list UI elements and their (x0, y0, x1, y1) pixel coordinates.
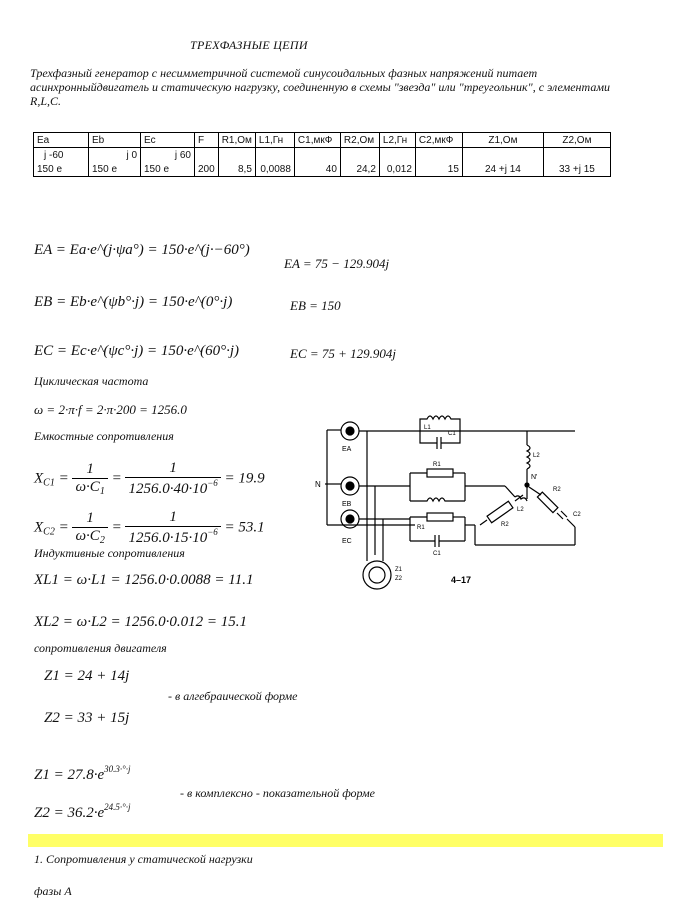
capacitor-c1c-icon (410, 535, 465, 547)
resistor-r1c-icon (427, 513, 453, 521)
z2-exp-base: Z2 = 36.2·e (34, 805, 105, 821)
table-cell: j -60 (34, 148, 89, 163)
z1-exp-base: Z1 = 27.8·e (34, 767, 105, 783)
equation-z1-exponential (34, 764, 130, 784)
label-motor-impedance: сопротивления двигателя (34, 641, 167, 655)
table-header-row (34, 133, 611, 148)
table-header: R1,Ом (218, 133, 255, 148)
table-cell: 33 +j 15 (543, 162, 610, 177)
label-r1c: R1 (417, 525, 425, 531)
table-cell: 40 (294, 162, 340, 177)
note-exponential-form: - в комплексно - показательной форме (180, 786, 375, 800)
label-l2b: L2 (517, 507, 524, 513)
table-header: L1,Гн (255, 133, 294, 148)
label-z2: Z2 (395, 576, 403, 582)
table-row (34, 148, 611, 163)
table-cell: 0,0088 (255, 162, 294, 177)
table-header: C2,мкФ (415, 133, 462, 148)
table-header: Ec (141, 133, 195, 148)
table-header: L2,Гн (379, 133, 415, 148)
resistor-r1-icon (427, 469, 453, 477)
table-cell: 150 e (89, 162, 141, 177)
note-algebraic-form: - в алгебраической форме (168, 689, 298, 703)
label-z1: Z1 (395, 567, 403, 573)
resistor-r2-icon (487, 501, 513, 522)
label-eb: EB (342, 501, 352, 508)
label-l2: L2 (533, 453, 540, 459)
parameters-table (33, 132, 611, 177)
label-l1: L1 (424, 425, 431, 431)
table-header: Z1,Ом (462, 133, 543, 148)
highlight-band (28, 834, 663, 847)
table-cell: 0,012 (379, 162, 415, 177)
label-ec: EC (342, 538, 352, 545)
xc1-result: = 19.9 (224, 470, 265, 487)
page-title: ТРЕХФАЗНЫЕ ЦЕПИ (190, 38, 308, 52)
label-cyclic-frequency: Циклическая частота (34, 374, 149, 388)
z1-exp-power: 30.3·°·j (104, 764, 131, 774)
table-cell: 200 (195, 162, 219, 177)
label-ea: EA (342, 446, 352, 453)
table-header: C1,мкФ (294, 133, 340, 148)
label-r2b: R2 (553, 487, 561, 493)
table-cell: 24,2 (340, 162, 379, 177)
label-phase-a: фазы А (34, 884, 72, 898)
table-row (34, 162, 611, 177)
table-cell: 8,5 (218, 162, 255, 177)
label-inductive: Индуктивные сопротивления (34, 546, 185, 560)
label-r2: R2 (501, 522, 509, 528)
table-cell: 150 e (141, 162, 195, 177)
xc1-denominator: 1256.0·40·10 (128, 481, 208, 497)
label-c1: C1 (448, 431, 456, 437)
table-header: Ea (34, 133, 89, 148)
intro-paragraph: Трехфазный генератор с несимметричной системой синусоидальных фазных напряжений питает асинхронныйдвигатель и статическую нагрузку, соединенную в схемы "звезда" или "треугольник", с элементами R,L,C. (30, 66, 610, 108)
table-cell: j 0 (89, 148, 141, 163)
table-header: R2,Ом (340, 133, 379, 148)
figure-id: 4–17 (451, 575, 472, 585)
label-r1: R1 (433, 462, 441, 468)
equation-ea-result: EA = 75 − 129.904j (284, 256, 390, 271)
equation-xc2: $X_{C2}$ = $\frac{1}{\omega\cdot C_2}$ = $\frac{1}{1256.0\cdot 15\cdot 10^{-6}}$ = 53.1 (34, 509, 265, 546)
xc2-denominator: 1256.0·15·10 (128, 530, 208, 546)
table-cell: 24 +j 14 (462, 162, 543, 177)
circuit-diagram (305, 405, 605, 595)
motor-icon (363, 561, 391, 589)
equation-xc1: $X_{C1}$ = $\frac{1}{\omega\cdot C_1}$ = $\frac{1}{1256.0\cdot 40\cdot 10^{-6}}$ = 19.9 (34, 460, 265, 497)
equation-z2-algebraic: Z2 = 33 + 15j (44, 710, 130, 726)
table-header: Eb (89, 133, 141, 148)
label-c1c: C1 (433, 551, 441, 557)
source-eb-icon (341, 477, 359, 495)
equation-ec: EC = Ec·e^(ψc°·j) = 150·e^(60°·j) (34, 343, 239, 359)
equation-omega: ω = 2·π·f = 2·π·200 = 1256.0 (34, 402, 187, 417)
table-cell: 15 (415, 162, 462, 177)
table-cell: 150 e (34, 162, 89, 177)
inductor-l2-icon (527, 445, 530, 469)
z2-exp-power: 24.5·°·j (104, 802, 131, 812)
table-header: F (195, 133, 219, 148)
label-c2: C2 (573, 512, 581, 518)
xc2-result: = 53.1 (224, 519, 265, 536)
label-n: N (315, 480, 321, 489)
table-header: Z2,Ом (543, 133, 610, 148)
equation-xl1: XL1 = ω·L1 = 1256.0·0.0088 = 11.1 (34, 572, 254, 588)
label-capacitive: Емкостные сопротивления (34, 429, 174, 443)
inductor-l1b-icon (410, 498, 465, 501)
equation-z2-exponential (34, 802, 130, 822)
label-n-prime: N' (531, 474, 538, 481)
equation-ec-result: EC = 75 + 129.904j (290, 346, 397, 361)
equation-z1-algebraic: Z1 = 24 + 14j (44, 668, 130, 684)
equation-eb: EB = Eb·e^(ψb°·j) = 150·e^(0°·j) (34, 294, 233, 310)
equation-eb-result: EB = 150 (290, 298, 341, 313)
equation-xl2: XL2 = ω·L2 = 1256.0·0.012 = 15.1 (34, 614, 248, 630)
source-ea-icon (341, 422, 359, 440)
equation-ea: EA = Ea·e^(j·ψa°) = 150·e^(j·−60°) (34, 242, 250, 258)
table-cell: j 60 (141, 148, 195, 163)
section-heading-1: 1. Сопротивления у статической нагрузки (34, 852, 253, 866)
